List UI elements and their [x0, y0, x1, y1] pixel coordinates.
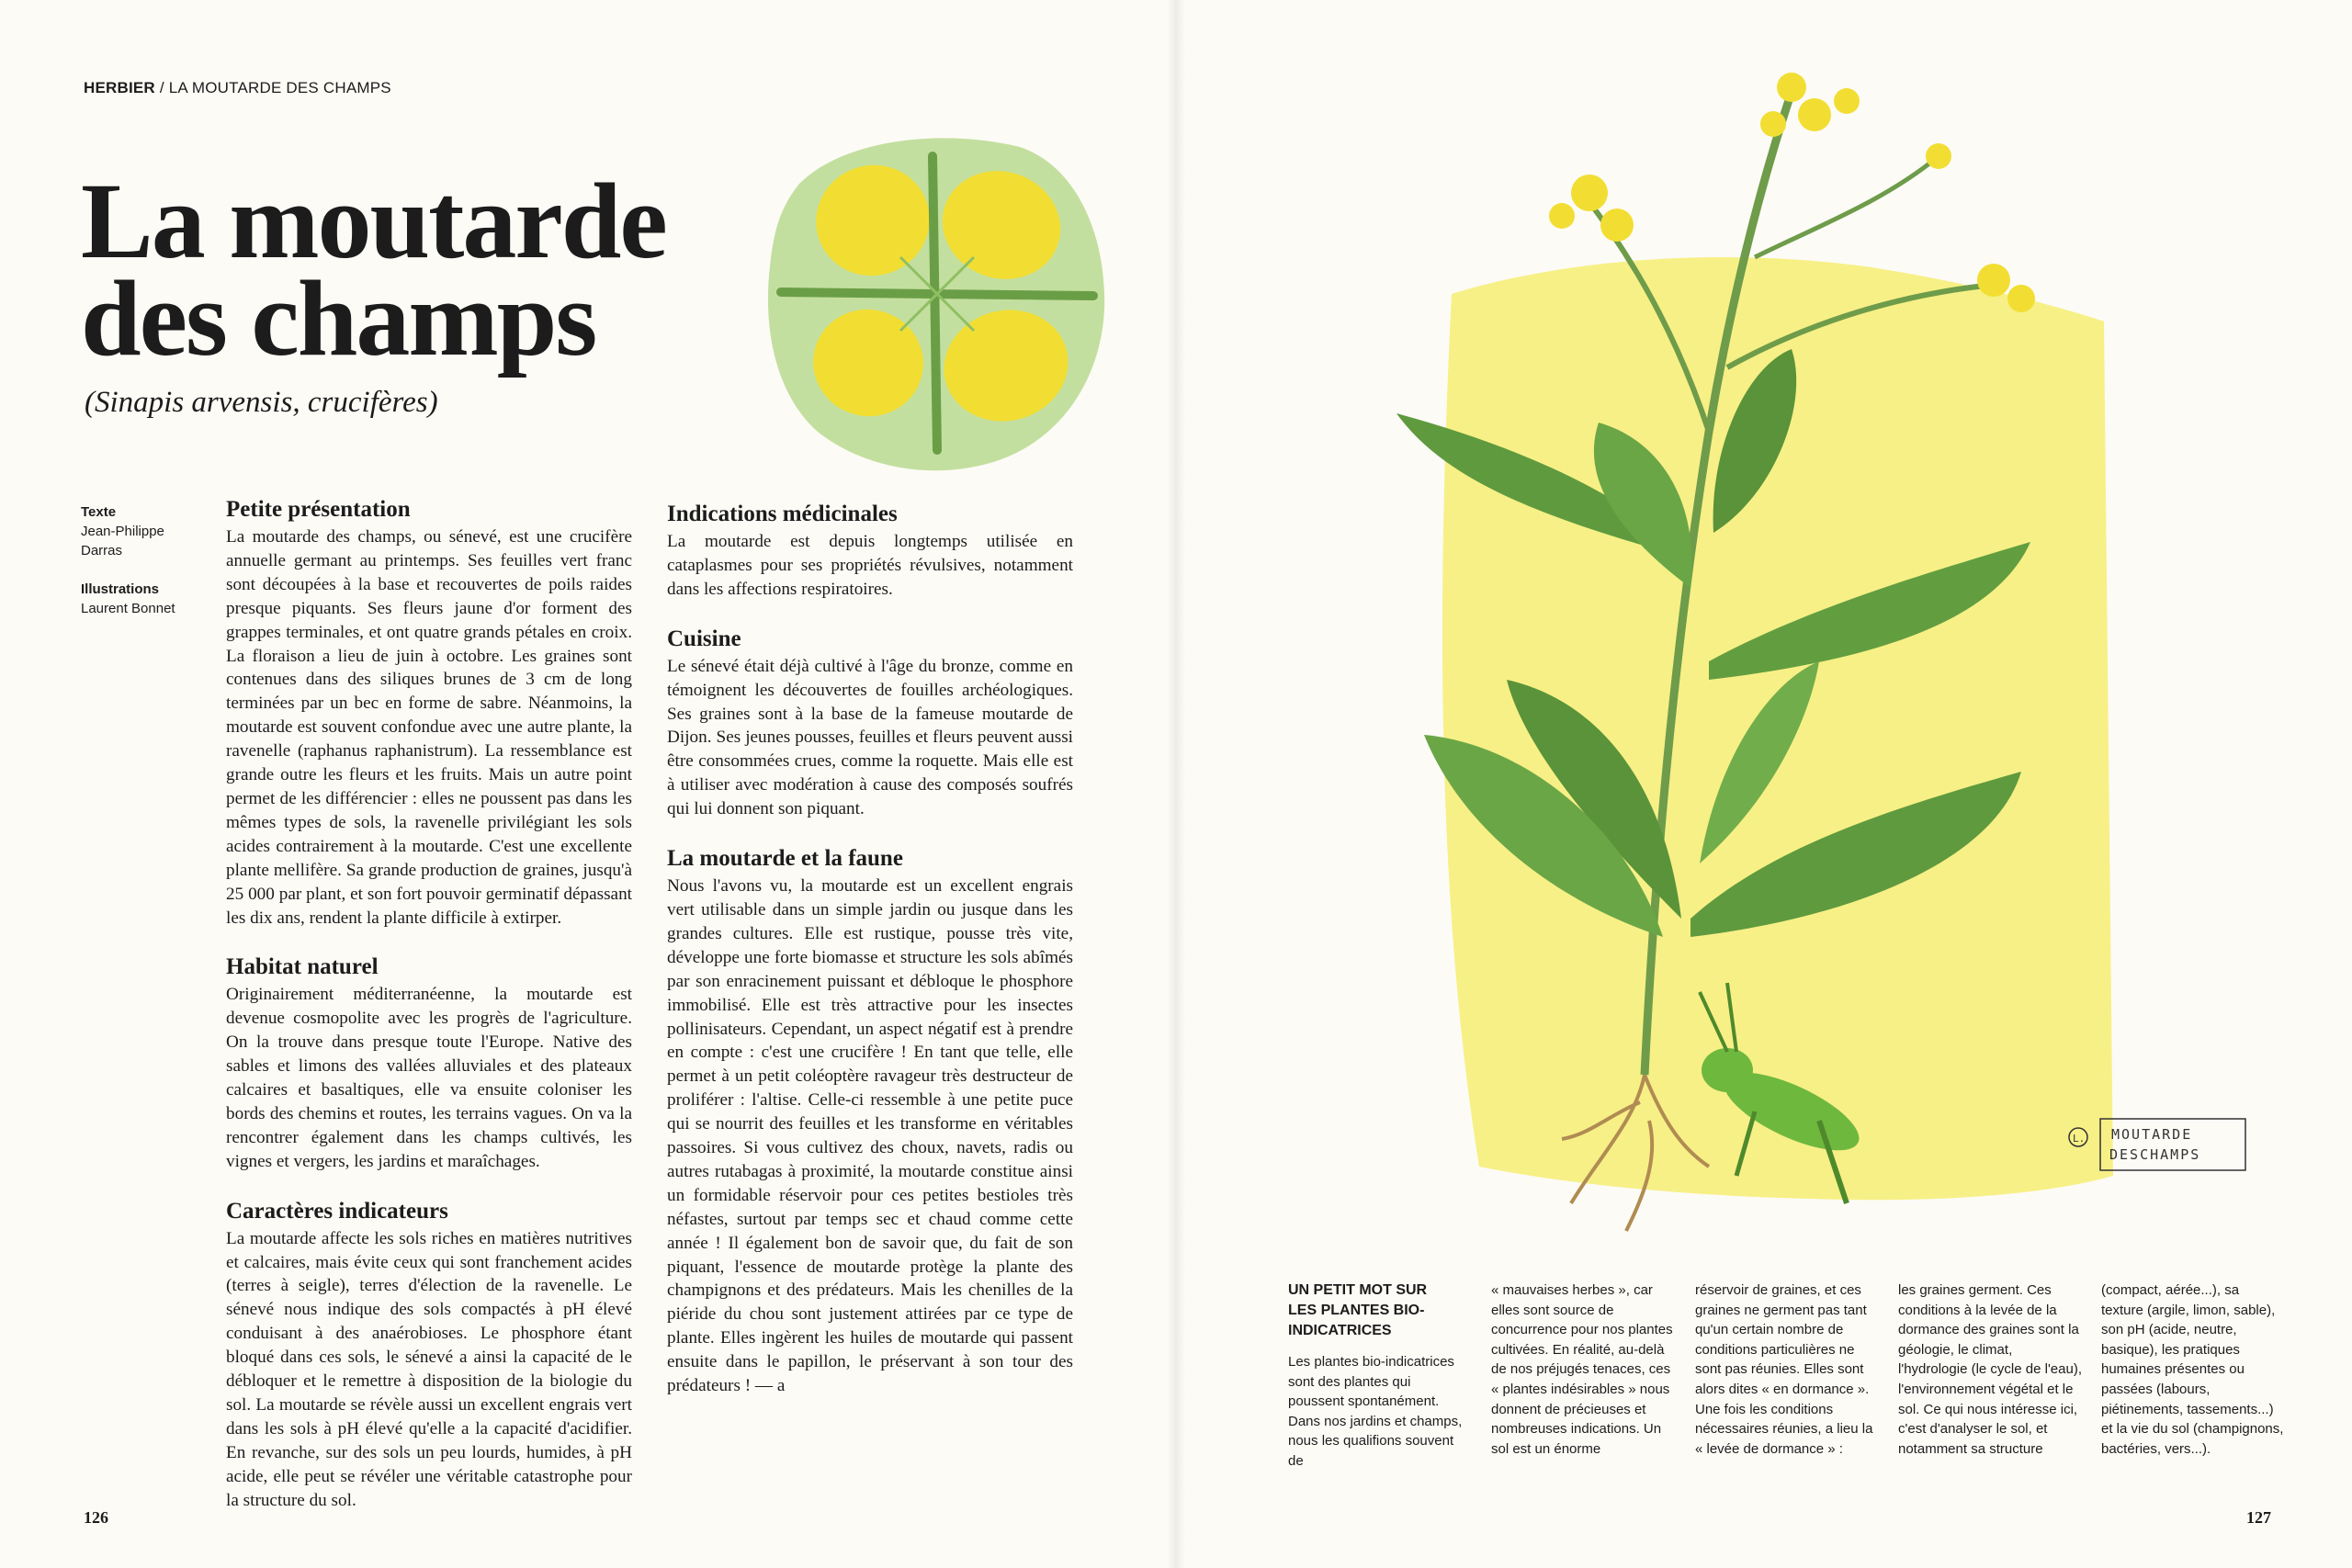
flower-illustration: [763, 129, 1112, 478]
label-initial: L.: [2073, 1133, 2086, 1145]
section-heading: La moutarde et la faune: [667, 846, 903, 872]
section-heading: Habitat naturel: [226, 954, 379, 980]
section-body: La moutarde est depuis longtemps utilisée en cataplasmes pour ses propriétés révulsives, notamment dans les affections respiratoires.: [667, 532, 1073, 599]
sidebar-column-2: « mauvaises herbes », car elles sont source de concurrence pour nos plantes cultivées. En réalité, au-delà de nos préjugés tenaces, ces « plantes indésirables » nous donnent de précieuses et nombreuses indications. Un sol est un énorme: [1491, 1282, 1673, 1457]
article-title: La moutarde des champs: [81, 161, 666, 378]
credits: [81, 502, 200, 618]
section-heading: Indications médicinales: [667, 502, 898, 526]
handwritten-label: [2067, 1113, 2251, 1178]
text-credit-author: Jean-Philippe Darras: [81, 524, 164, 558]
label-line-2: DESCHAMPS: [2109, 1146, 2201, 1163]
section-kicker: [84, 79, 391, 97]
section-body: Originairement méditerranéenne, la moutarde est devenue cosmopolite avec les progrès de l'agriculture. On la trouve dans presque toute l'Europe. Native des sables et limons des vallées alluviales et des plateaux calcaires et basaltiques, elle va ensuite coloniser les bords des chemins et routes, les terrains vagues. On va la rencontrer également dans les champs cultivés, les vignes et vergers, les jardins et maraîchages.: [226, 985, 632, 1171]
sidebar-column-1: Les plantes bio-indicatrices sont des plantes qui poussent spontanément. Dans nos jardins et champs, nous les qualifions souvent de: [1288, 1354, 1463, 1469]
article-subtitle: (Sinapis arvensis, crucifères): [85, 386, 438, 419]
sidebar-column-5: (compact, aérée...), sa texture (argile, limon, sable), son pH (acide, neutre, basique), les pratiques humaines présentes ou passées (labours, piétinements, tassements...) et la vie du sol (champignons, bactéries, vers...).: [2101, 1282, 2284, 1457]
section-body: Nous l'avons vu, la moutarde est un excellent engrais vert utilisable dans un simple jardin ou jusque dans les grandes cultures. Elle est rustique, pousse très vite, développe une forte biomasse et structure les sols abîmés par son enracinement puissant et débloque le phosphore immobilisé. Elle est très attractive pour les insectes pollinisateurs. Cependant, un aspect négatif est à prendre en compte : c'est une crucifère ! En tant que telle, elle permet à un petit coléoptère ravageur très destructeur de proliférer : l'altise. Celle-ci ressemble à une petite puce qui se nourrit des feuilles et les transforme en véritables passoires. Si vous cultivez des choux, navets, radis ou autres rutabagas à proximité, la moutarde constitue ainsi un formidable réservoir pour ces petites bestioles très néfastes, surtout par temps sec et chaud comme cette année ! Il également bon de savoir que, du fait de son piquant, l'essence de moutarde protège la plante des champignons et des prédateurs. Mais les chenilles de la piéride du chou sont justement attirées par ce type de plante. Elles ingèrent les huiles de moutarde qui passent ensuite dans le papillon, le préservant à son tour des prédateurs ! — a: [667, 876, 1073, 1396]
section-body: Le sénevé était déjà cultivé à l'âge du bronze, comme en témoignent les découvertes de fouilles archéologiques. Ses graines sont à la base de la fameuse moutarde de Dijon. Ses jeunes pousses, feuilles et fleurs peuvent aussi être consommées crues, comme la roquette. Mais elle est à utiliser avec modération à cause des composés soufrés qui lui donnent son piquant.: [667, 656, 1073, 819]
text-column-2: [667, 501, 1073, 1398]
text-credit-label: Texte: [81, 504, 117, 520]
sidebar-column-3: réservoir de graines, et ces graines ne germent pas tant qu'un certain nombre de conditions particulières ne sont pas réunies. Elles sont alors dites « en dormance ». Une fois les conditions nécessaires réunies, a lieu la « levée de dormance » :: [1695, 1282, 1873, 1457]
section-body: La moutarde des champs, ou sénevé, est une crucifère annuelle germant au printemps. Ses feuilles vert franc sont découpées à la base et recouvertes de poils raides presque piquants. Ses fleurs jaune d'or forment des grappes terminales, et ont quatre grands pétales en croix. La floraison a lieu de juin à octobre. Les graines sont contenues dans des siliques brunes de 3 cm de long terminées par un bec en forme de sabre. Néanmoins, la moutarde est souvent confondue avec une autre plante, la ravenelle (raphanus raphanistrum). La ressemblance est grande outre les fleurs et les fruits. Mais un autre point permet de les différencier : elles ne poussent pas dans les mêmes types de sols, la ravenelle privilégiant les sols acides contrairement à la moutarde. C'est une excellente plante mellifère. Sa grande production de graines, jusqu'à 25 000 par plant, et son fort pouvoir germinatif dépassant les dix ans, rendent la plante difficile à extirper.: [226, 527, 632, 928]
mustard-plant-illustration: [1295, 18, 2233, 1268]
section-heading: Cuisine: [667, 626, 741, 651]
section-heading: Caractères indicateurs: [226, 1198, 448, 1224]
illus-credit-label: Illustrations: [81, 581, 160, 597]
page-number-left: 126: [84, 1508, 108, 1527]
sidebar-title: UN PETIT MOT SUR LES PLANTES BIO-INDICATRICES: [1288, 1282, 1428, 1338]
section-heading: Petite présentation: [226, 497, 411, 522]
label-line-1: MOUTARDE: [2111, 1126, 2193, 1143]
page-number-right: 127: [2246, 1508, 2271, 1527]
illus-credit-author: Laurent Bonnet: [81, 601, 175, 616]
section-name: HERBIER: [84, 79, 155, 96]
section-body: La moutarde affecte les sols riches en matières nutritives et calcaires, mais évite ceux qui sont franchement acides (terres à seigle), terres d'élection de la ravenelle. Le sénevé nous indique des sols compactés à pH élevé conduisant à des anaérobioses. Le phosphore étant bloqué dans ces sols, le sénevé a ainsi la capacité de le débloquer et le remettre à disposition de la biologie du sol. La moutarde se révèle aussi un excellent engrais vert dans les sols à pH élevé qu'elle a la capacité d'acidifier. En revanche, sur des sols un peu lourds, humides, à pH acide, elle peut se révéler une véritable catastrophe pour la structure du sol.: [226, 1228, 632, 1510]
text-column-1: [226, 496, 632, 1513]
breadcrumb: / LA MOUTARDE DES CHAMPS: [154, 79, 391, 96]
right-page: [1176, 0, 2352, 1568]
sidebar-column-4: les graines germent. Ces conditions à la levée de la dormance des graines sont la géologie, le climat, l'hydrologie (le cycle de l'eau), l'environnement végétal et le sol. Ce qui nous intéresse ici, c'est d'analyser le sol, et notamment sa structure: [1898, 1282, 2082, 1457]
